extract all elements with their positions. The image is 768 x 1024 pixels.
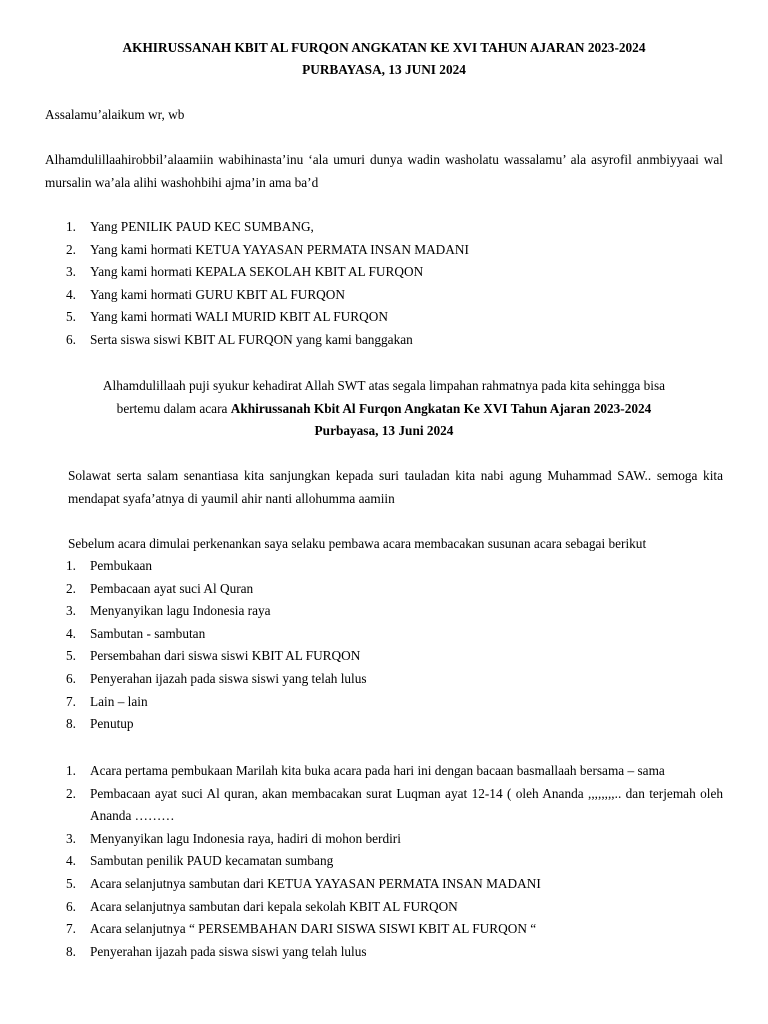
list-text: Yang PENILIK PAUD KEC SUMBANG, <box>90 219 314 234</box>
list-text: Yang kami hormati KEPALA SEKOLAH KBIT AL FURQON <box>90 264 424 280</box>
list-number: 2. <box>66 580 76 596</box>
list-item <box>66 760 723 783</box>
thanks-line-1: Alhamdulillaah puji syukur kehadirat Allah SWT atas segala limpahan rahmatnya pada kita sehingga bisa <box>102 378 666 393</box>
greeting: Assalamu’alaikum wr, wb <box>45 107 185 122</box>
document-title: AKHIRUSSANAH KBIT AL FURQON ANGKATAN KE XVI TAHUN AJARAN 2023-2024 <box>122 40 646 55</box>
list-text: Pembacaan ayat suci Al Quran <box>90 580 254 596</box>
list-number: 7. <box>66 921 76 937</box>
list-item <box>66 600 726 623</box>
list-item <box>66 239 726 262</box>
agenda-intro: Sebelum acara dimulai perkenankan saya selaku pembawa acara membacakan susunan acara sebagai berikut <box>68 536 647 551</box>
list-number: 4. <box>66 286 76 302</box>
event-name: Akhirussanah Kbit Al Furqon Angkatan Ke XVI Tahun Ajaran 2023-2024 <box>230 400 652 416</box>
list-text: Acara selanjutnya sambutan dari kepala sekolah KBIT AL FURQON <box>90 898 458 914</box>
list-number: 3. <box>66 264 76 280</box>
salutation-list <box>66 216 726 352</box>
document-subtitle: PURBAYASA, 13 JUNI 2024 <box>302 62 466 77</box>
list-number: 6. <box>66 331 76 347</box>
list-item <box>66 896 723 919</box>
opening-paragraph: Alhamdulillaahirobbil’alaamiin wabihinasta’inu ‘ala umuri dunya wadin washolatu wassalamu’ ala asyrofil anmbiyyaai wal mursalin wa’ala alihi washohbihi ajma’in ama ba’d <box>45 152 723 190</box>
list-text: Persembahan dari siswa siswi KBIT AL FURQON <box>90 648 361 664</box>
list-number: 5. <box>66 309 76 325</box>
list-text: Serta siswa siswi KBIT AL FURQON yang kami banggakan <box>90 331 413 347</box>
list-number: 1. <box>66 219 76 234</box>
list-text: Yang kami hormati WALI MURID KBIT AL FURQON <box>90 309 388 325</box>
list-item <box>66 578 726 601</box>
list-item <box>66 691 726 714</box>
list-number: 6. <box>66 670 76 686</box>
list-number: 1. <box>66 763 76 778</box>
list-item <box>66 873 723 896</box>
list-item <box>66 306 726 329</box>
list-item <box>66 284 726 307</box>
thanks-line-3 <box>40 420 728 443</box>
list-item <box>66 783 723 828</box>
list-number: 8. <box>66 716 76 732</box>
list-text: Acara pertama pembukaan Marilah kita buka acara pada hari ini dengan bacaan basmallaah bersama – sama <box>90 763 665 778</box>
list-text: Pembukaan <box>90 558 153 573</box>
list-number: 8. <box>66 943 76 959</box>
list-text: Penutup <box>90 716 134 732</box>
list-number: 7. <box>66 693 76 709</box>
list-number: 4. <box>66 853 76 869</box>
list-number: 1. <box>66 558 76 573</box>
list-item <box>66 850 723 873</box>
list-text: Sambutan - sambutan <box>90 625 206 641</box>
list-text: Yang kami hormati GURU KBIT AL FURQON <box>90 286 345 302</box>
list-item <box>66 828 723 851</box>
agenda-list <box>66 555 726 736</box>
thanks-paragraph <box>40 375 728 443</box>
list-text: Acara selanjutnya “ PERSEMBAHAN DARI SISWA SISWI KBIT AL FURQON “ <box>90 921 537 937</box>
list-item <box>66 668 726 691</box>
list-item <box>66 555 726 578</box>
list-text: Yang kami hormati KETUA YAYASAN PERMATA INSAN MADANI <box>90 241 469 257</box>
list-number: 2. <box>66 785 76 801</box>
list-text: Sambutan penilik PAUD kecamatan sumbang <box>90 853 334 869</box>
sholawat-paragraph: Solawat serta salam senantiasa kita sanjungkan kepada suri tauladan kita nabi agung Muhammad SAW.. semoga kita mendapat syafa’atnya di yaumil ahir nanti allohumma aamiin <box>68 468 723 506</box>
list-number: 5. <box>66 648 76 664</box>
list-number: 2. <box>66 241 76 257</box>
list-text: Menyanyikan lagu Indonesia raya <box>90 603 271 619</box>
list-text: Penyerahan ijazah pada siswa siswi yang telah lulus <box>90 670 367 686</box>
list-number: 4. <box>66 625 76 641</box>
list-item <box>66 645 726 668</box>
list-text: Menyanyikan lagu Indonesia raya, hadiri di mohon berdiri <box>90 830 401 846</box>
thanks-line-2 <box>40 398 728 421</box>
list-number: 3. <box>66 830 76 846</box>
list-item <box>66 941 723 964</box>
list-text: Pembacaan ayat suci Al quran, akan membacakan surat Luqman ayat 12-14 ( oleh Ananda ,,,,,,,,.. dan terjemah oleh Ananda ……… <box>90 785 723 824</box>
list-item <box>66 623 726 646</box>
list-text: Acara selanjutnya sambutan dari KETUA YAYASAN PERMATA INSAN MADANI <box>90 875 541 891</box>
list-item <box>66 713 726 736</box>
list-item <box>66 918 723 941</box>
list-item <box>66 261 726 284</box>
list-item <box>66 216 726 239</box>
list-number: 3. <box>66 603 76 619</box>
details-list <box>66 760 723 963</box>
list-text: Penyerahan ijazah pada siswa siswi yang telah lulus <box>90 943 367 959</box>
event-date: Purbayasa, 13 Juni 2024 <box>314 423 454 439</box>
list-item <box>66 329 726 352</box>
thanks-line-2-prefix: bertemu dalam acara <box>116 400 231 416</box>
list-number: 5. <box>66 875 76 891</box>
list-number: 6. <box>66 898 76 914</box>
list-text: Lain – lain <box>90 693 148 709</box>
